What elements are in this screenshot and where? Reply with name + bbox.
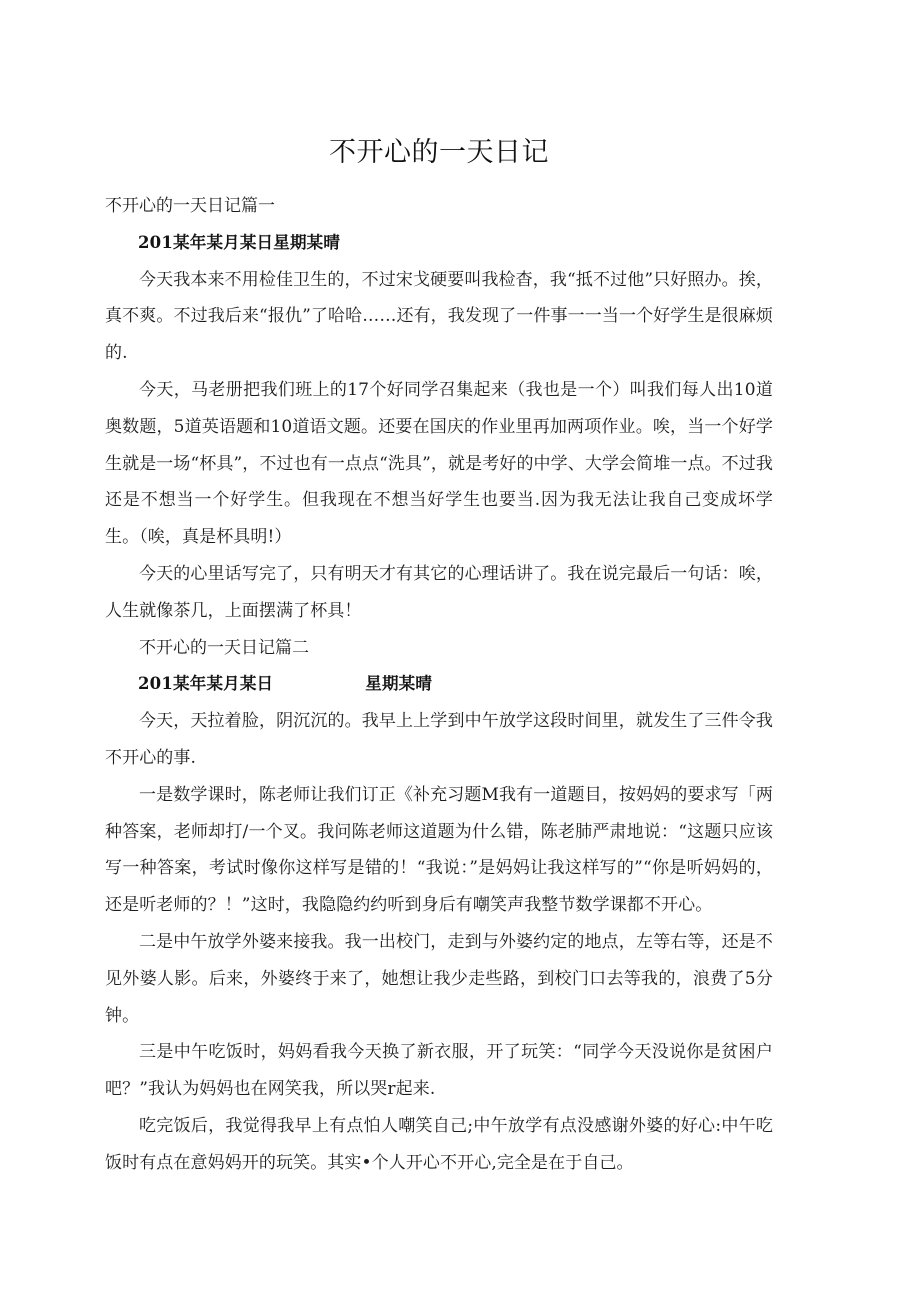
page-title: 不开心的一天日记 (329, 137, 549, 168)
date-suffix-2: 星期某晴 (365, 674, 433, 694)
section-heading-2: 不开心的一天日记篇二 (139, 637, 309, 658)
paragraph-2-1: 今天，天拉着脸，阴沉沉的。我早上上学到中午放学这段时间里，就发生了三件令我不开心的事. (105, 711, 773, 768)
title-spacer (105, 170, 773, 188)
date-line-1 (105, 225, 773, 262)
date-prefix-2: 201某年某月某日 (138, 674, 274, 694)
date-prefix-1: 201某年某月某日星期某晴 (138, 232, 341, 252)
paragraph-2-5: 吃完饭后，我觉得我早上有点怕人嘲笑自己;中午放学有点没感谢外婆的好心:中午吃饭时有点在意妈妈开的玩笑。其实•个人开心不开心,完全是在于自己。 (105, 1115, 773, 1173)
paragraph-2-2: 一是数学课时，陈老师让我们订正《补充习题M我有一道题目，按妈妈的要求写「两种答案，老师却打/一个叉。我问陈老师这道题为什么错，陈老肺严肃地说：“这题只应该写一种答案，考试时像你这样写是错的！“我说：”是妈妈让我这样写的”“你是听妈妈的，还是听老师的？！”这时，我隐隐约约听到身后有嘲笑声我整节数学课都不开心。 (105, 784, 773, 916)
paragraph-2-3: 二是中午放学外婆来接我。我一出校门，走到与外婆约定的地点，左等右等，还是不见外婆人影。后来，外婆终于来了，她想让我少走些路，到校门口去等我的，浪费了5分钟。 (105, 931, 773, 1026)
paragraph-1-3: 今天的心里话写完了，只有明天才有其它的心理话讲了。我在说完最后一句话：唉，人生就像茶几，上面摆满了杯具！ (105, 563, 773, 621)
document-body (105, 0, 773, 1182)
paragraph-1-2: 今天，马老册把我们班上的17个好同学召集起来（我也是一个）叫我们每人出10道奥数题，5道英语题和10道语文题。还要在国庆的作业里再加两项作业。唉，当一个好学生就是一场“杯具”，不过也有一点点“洗具”，就是考好的中学、大学会简堆一点。不过我还是不想当一个好学生。但我现在不想当好学生也要当.因为我无法让我自己变成坏学生。（唉，真是杯具明!） (105, 379, 773, 548)
paragraph-1-1: 今天我本来不用检佳卫生的，不过宋戈硬要叫我检杳，我“抵不过他”只好照办。挨，真不爽。不过我后来“报仇”了哈哈……还有，我发现了一件事一一当一个好学生是很麻烦的. (105, 269, 773, 364)
paragraph-2-4: 三是中午吃饭时，妈妈看我今天换了新衣服，开了玩笑：“同学今天没说你是贫困户吧？”我认为妈妈也在网笑我，所以哭r起来. (105, 1042, 773, 1100)
date-line-2 (105, 666, 773, 703)
section-heading-1: 不开心的一天日记篇一 (105, 196, 275, 216)
